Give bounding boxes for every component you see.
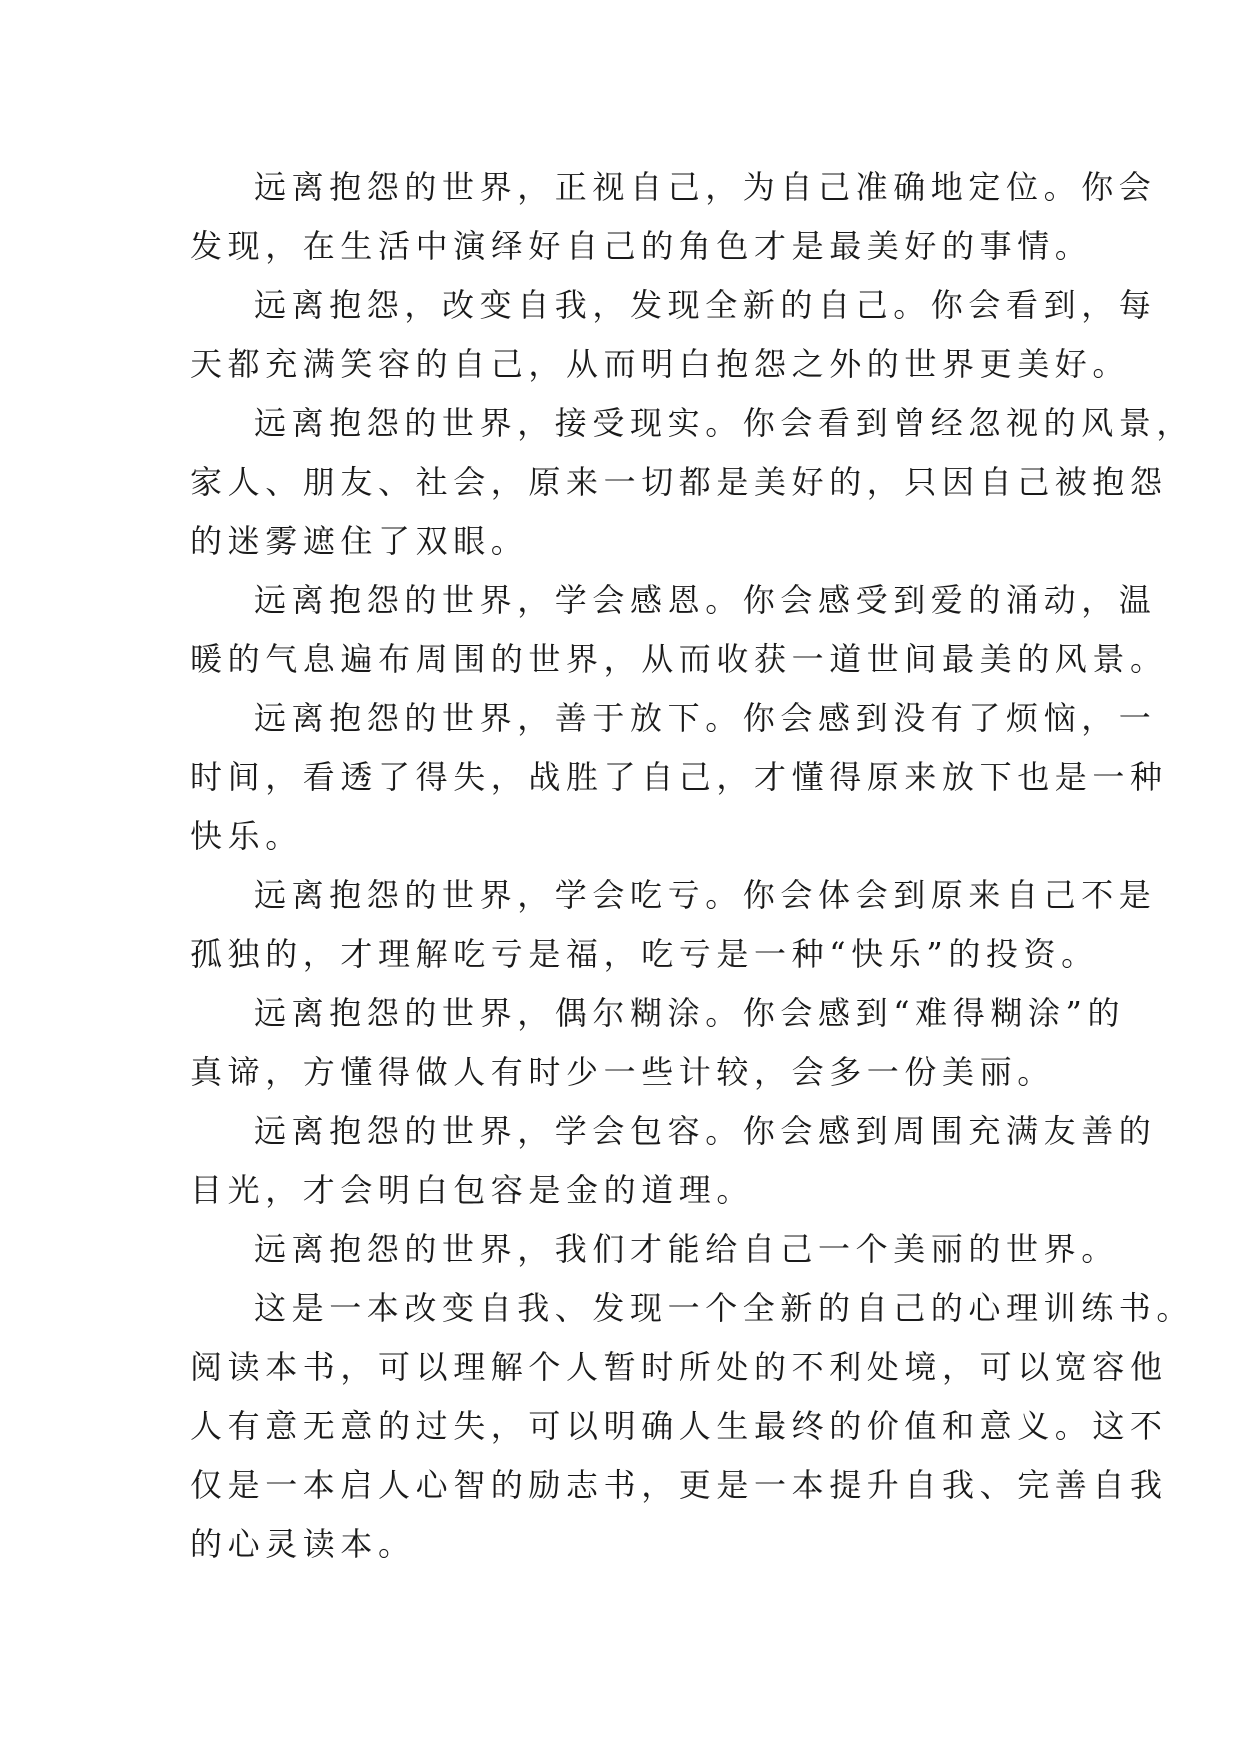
text-line: 远离抱怨的世界，学会包容。你会感到周围充满友善的 bbox=[254, 1112, 1157, 1150]
text-line: 发现，在生活中演绎好自己的角色才是最美好的事情。 bbox=[190, 227, 1093, 265]
text-line: 的心灵读本。 bbox=[190, 1525, 416, 1563]
text-line: 暖的气息遍布周围的世界，从而收获一道世间最美的风景。 bbox=[190, 640, 1168, 678]
text-line: 仅是一本启人心智的励志书，更是一本提升自我、完善自我 bbox=[190, 1466, 1168, 1504]
paragraph bbox=[190, 866, 1157, 984]
text-line: 远离抱怨的世界，接受现实。你会看到曾经忽视的风景， bbox=[254, 404, 1195, 442]
paragraph bbox=[190, 1279, 1195, 1574]
paragraph bbox=[190, 984, 1126, 1102]
text-line: 天都充满笑容的自己，从而明白抱怨之外的世界更美好。 bbox=[190, 345, 1131, 383]
paragraph bbox=[190, 1102, 1157, 1220]
text-line: 远离抱怨的世界，善于放下。你会感到没有了烦恼，一 bbox=[254, 699, 1157, 737]
body-text bbox=[190, 158, 1195, 1574]
paragraph bbox=[190, 689, 1168, 866]
text-line: 远离抱怨的世界，偶尔糊涂。你会感到“难得糊涂”的 bbox=[254, 994, 1126, 1032]
paragraph bbox=[190, 571, 1168, 689]
paragraph bbox=[190, 394, 1195, 571]
text-line: 孤独的，才理解吃亏是福，吃亏是一种“快乐”的投资。 bbox=[190, 935, 1099, 973]
text-line: 远离抱怨的世界，学会吃亏。你会体会到原来自己不是 bbox=[254, 876, 1157, 914]
paragraph bbox=[190, 1220, 1119, 1279]
text-line: 阅读本书，可以理解个人暂时所处的不利处境，可以宽容他 bbox=[190, 1348, 1168, 1386]
text-line: 远离抱怨的世界，学会感恩。你会感受到爱的涌动，温 bbox=[254, 581, 1157, 619]
text-line: 远离抱怨，改变自我，发现全新的自己。你会看到，每 bbox=[254, 286, 1157, 324]
text-line: 目光，才会明白包容是金的道理。 bbox=[190, 1171, 755, 1209]
text-line: 的迷雾遮住了双眼。 bbox=[190, 522, 529, 560]
text-line: 快乐。 bbox=[190, 817, 303, 855]
text-line: 家人、朋友、社会，原来一切都是美好的，只因自己被抱怨 bbox=[190, 463, 1168, 501]
paragraph bbox=[190, 276, 1157, 394]
text-line: 人有意无意的过失，可以明确人生最终的价值和意义。这不 bbox=[190, 1407, 1168, 1445]
text-line: 真谛，方懂得做人有时少一些计较，会多一份美丽。 bbox=[190, 1053, 1055, 1091]
text-line: 时间，看透了得失，战胜了自己，才懂得原来放下也是一种 bbox=[190, 758, 1168, 796]
paragraph bbox=[190, 158, 1157, 276]
text-line: 远离抱怨的世界，正视自己，为自己准确地定位。你会 bbox=[254, 168, 1157, 206]
text-line: 这是一本改变自我、发现一个全新的自己的心理训练书。 bbox=[254, 1289, 1195, 1327]
text-line: 远离抱怨的世界，我们才能给自己一个美丽的世界。 bbox=[254, 1230, 1119, 1268]
